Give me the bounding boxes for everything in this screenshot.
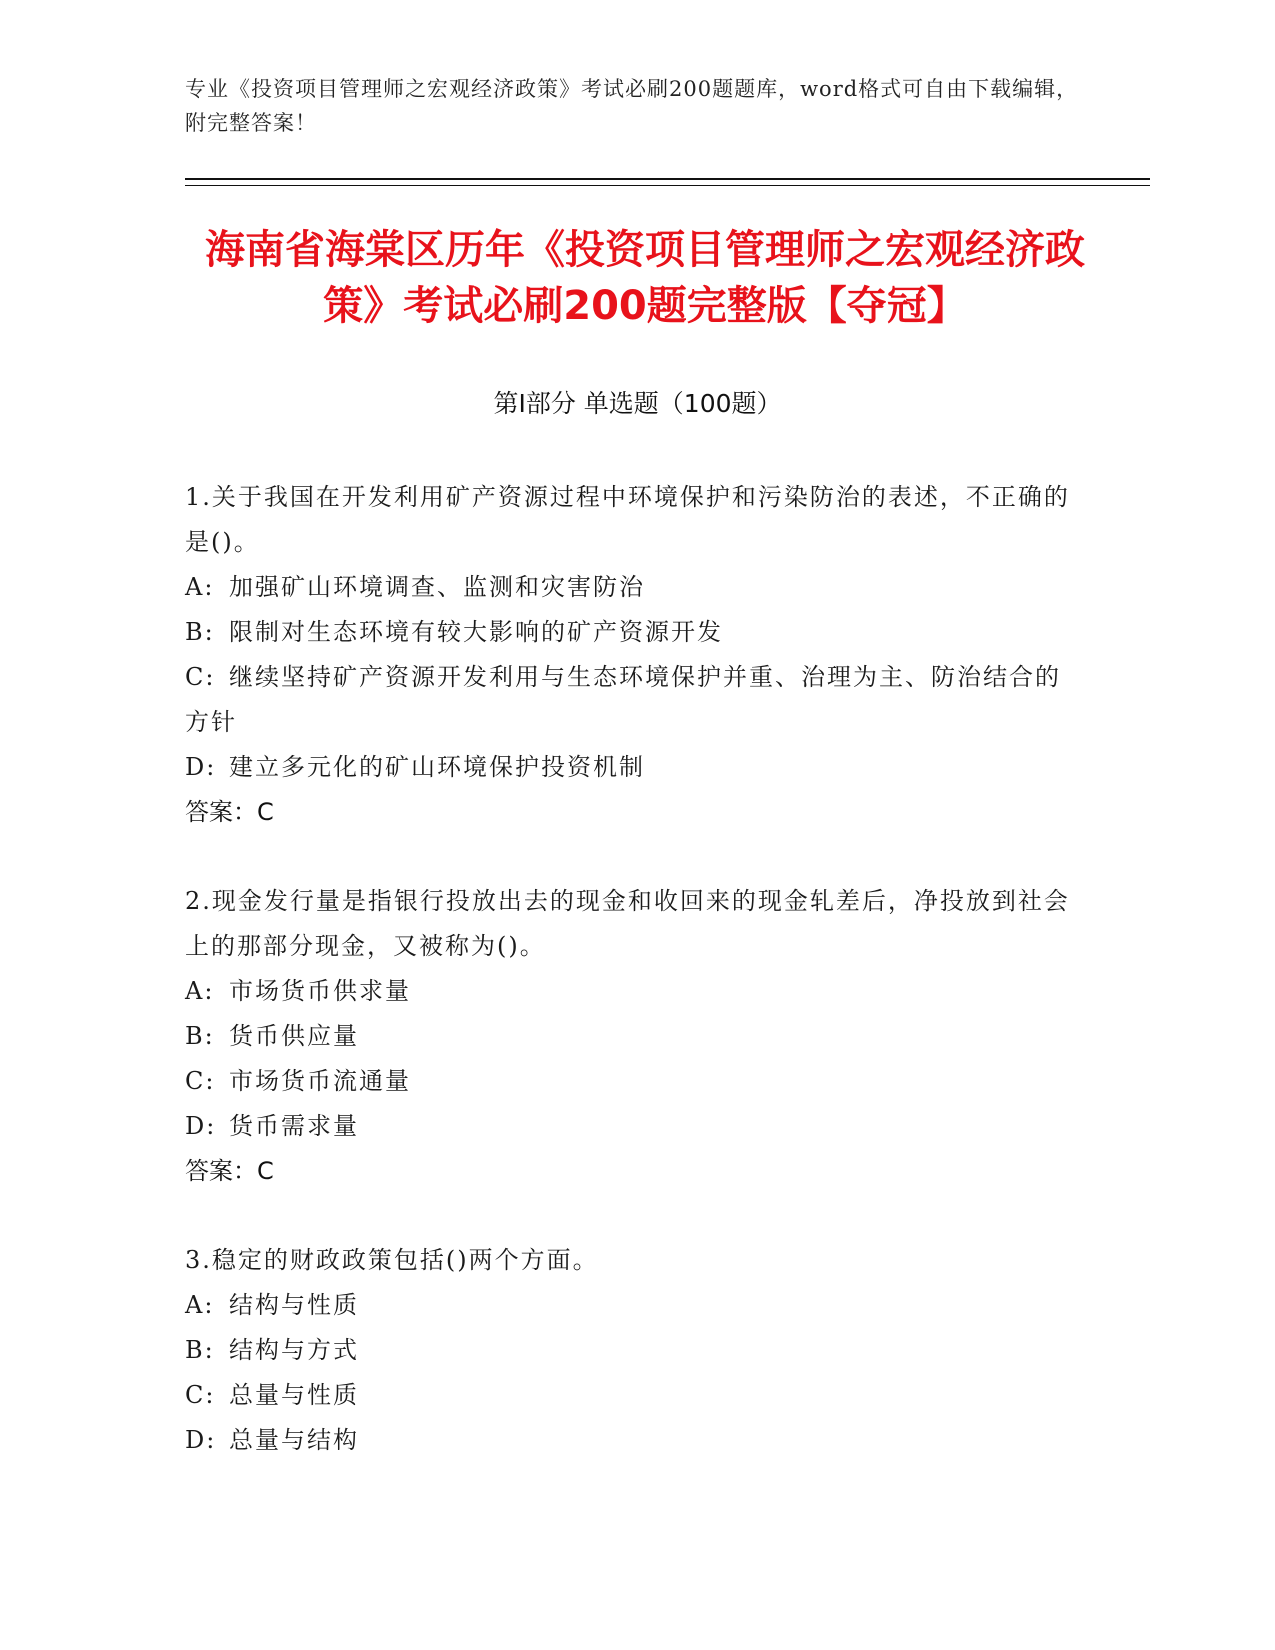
option-a [185, 1283, 1085, 1328]
option-key: A: [185, 573, 215, 601]
answer-label: 答案：C [185, 798, 274, 826]
option-key: C: [185, 1067, 216, 1095]
option-c [185, 1059, 1085, 1104]
question-2 [185, 879, 1085, 1194]
option-key: C: [185, 663, 216, 691]
option-key: B: [185, 1336, 215, 1364]
option-b [185, 1328, 1085, 1373]
header-rule-thin [185, 185, 1150, 186]
option-key: C: [185, 1381, 216, 1409]
question-list [185, 475, 1085, 1507]
option-c [185, 1373, 1085, 1418]
option-text: 总量与结构 [229, 1426, 359, 1454]
option-text: 继续坚持矿产资源开发利用与生态环境保护并重、治理为主、防治结合的方针 [185, 663, 1061, 736]
section-heading: 第Ⅰ部分 单选题（100题） [493, 389, 782, 418]
option-text: 限制对生态环境有较大影响的矿产资源开发 [229, 618, 723, 646]
option-a [185, 969, 1085, 1014]
option-key: D: [185, 1112, 217, 1140]
header-rule-thick [185, 178, 1150, 180]
option-d [185, 1418, 1085, 1463]
option-key: B: [185, 1022, 215, 1050]
option-text: 结构与方式 [229, 1336, 359, 1364]
option-b [185, 610, 1085, 655]
option-text: 结构与性质 [229, 1291, 359, 1319]
question-stem: 1.关于我国在开发利用矿产资源过程中环境保护和污染防治的表述，不正确的是()。 [185, 483, 1070, 556]
question-stem: 2.现金发行量是指银行投放出去的现金和收回来的现金轧差后，净投放到社会上的那部分现金，又被称为()。 [185, 887, 1070, 960]
option-key: B: [185, 618, 215, 646]
option-text: 市场货币供求量 [229, 977, 411, 1005]
option-d [185, 745, 1085, 790]
option-text: 建立多元化的矿山环境保护投资机制 [229, 753, 645, 781]
option-a [185, 565, 1085, 610]
question-3 [185, 1238, 1085, 1463]
option-text: 货币需求量 [229, 1112, 359, 1140]
option-key: A: [185, 977, 215, 1005]
option-text: 加强矿山环境调查、监测和灾害防治 [229, 573, 645, 601]
document-title: 海南省海棠区历年《投资项目管理师之宏观经济政策》考试必刷200题完整版【夺冠】 [205, 227, 1085, 329]
option-text: 市场货币流通量 [229, 1067, 411, 1095]
answer-label: 答案：C [185, 1157, 274, 1185]
header-note: 专业《投资项目管理师之宏观经济政策》考试必刷200题题库，word格式可自由下载编辑，附完整答案！ [185, 77, 1079, 135]
question-stem: 3.稳定的财政政策包括()两个方面。 [185, 1246, 599, 1274]
option-key: D: [185, 753, 217, 781]
option-key: A: [185, 1291, 215, 1319]
question-1 [185, 475, 1085, 835]
option-text: 货币供应量 [229, 1022, 359, 1050]
option-key: D: [185, 1426, 217, 1454]
option-b [185, 1014, 1085, 1059]
option-d [185, 1104, 1085, 1149]
option-c [185, 655, 1085, 745]
option-text: 总量与性质 [229, 1381, 359, 1409]
